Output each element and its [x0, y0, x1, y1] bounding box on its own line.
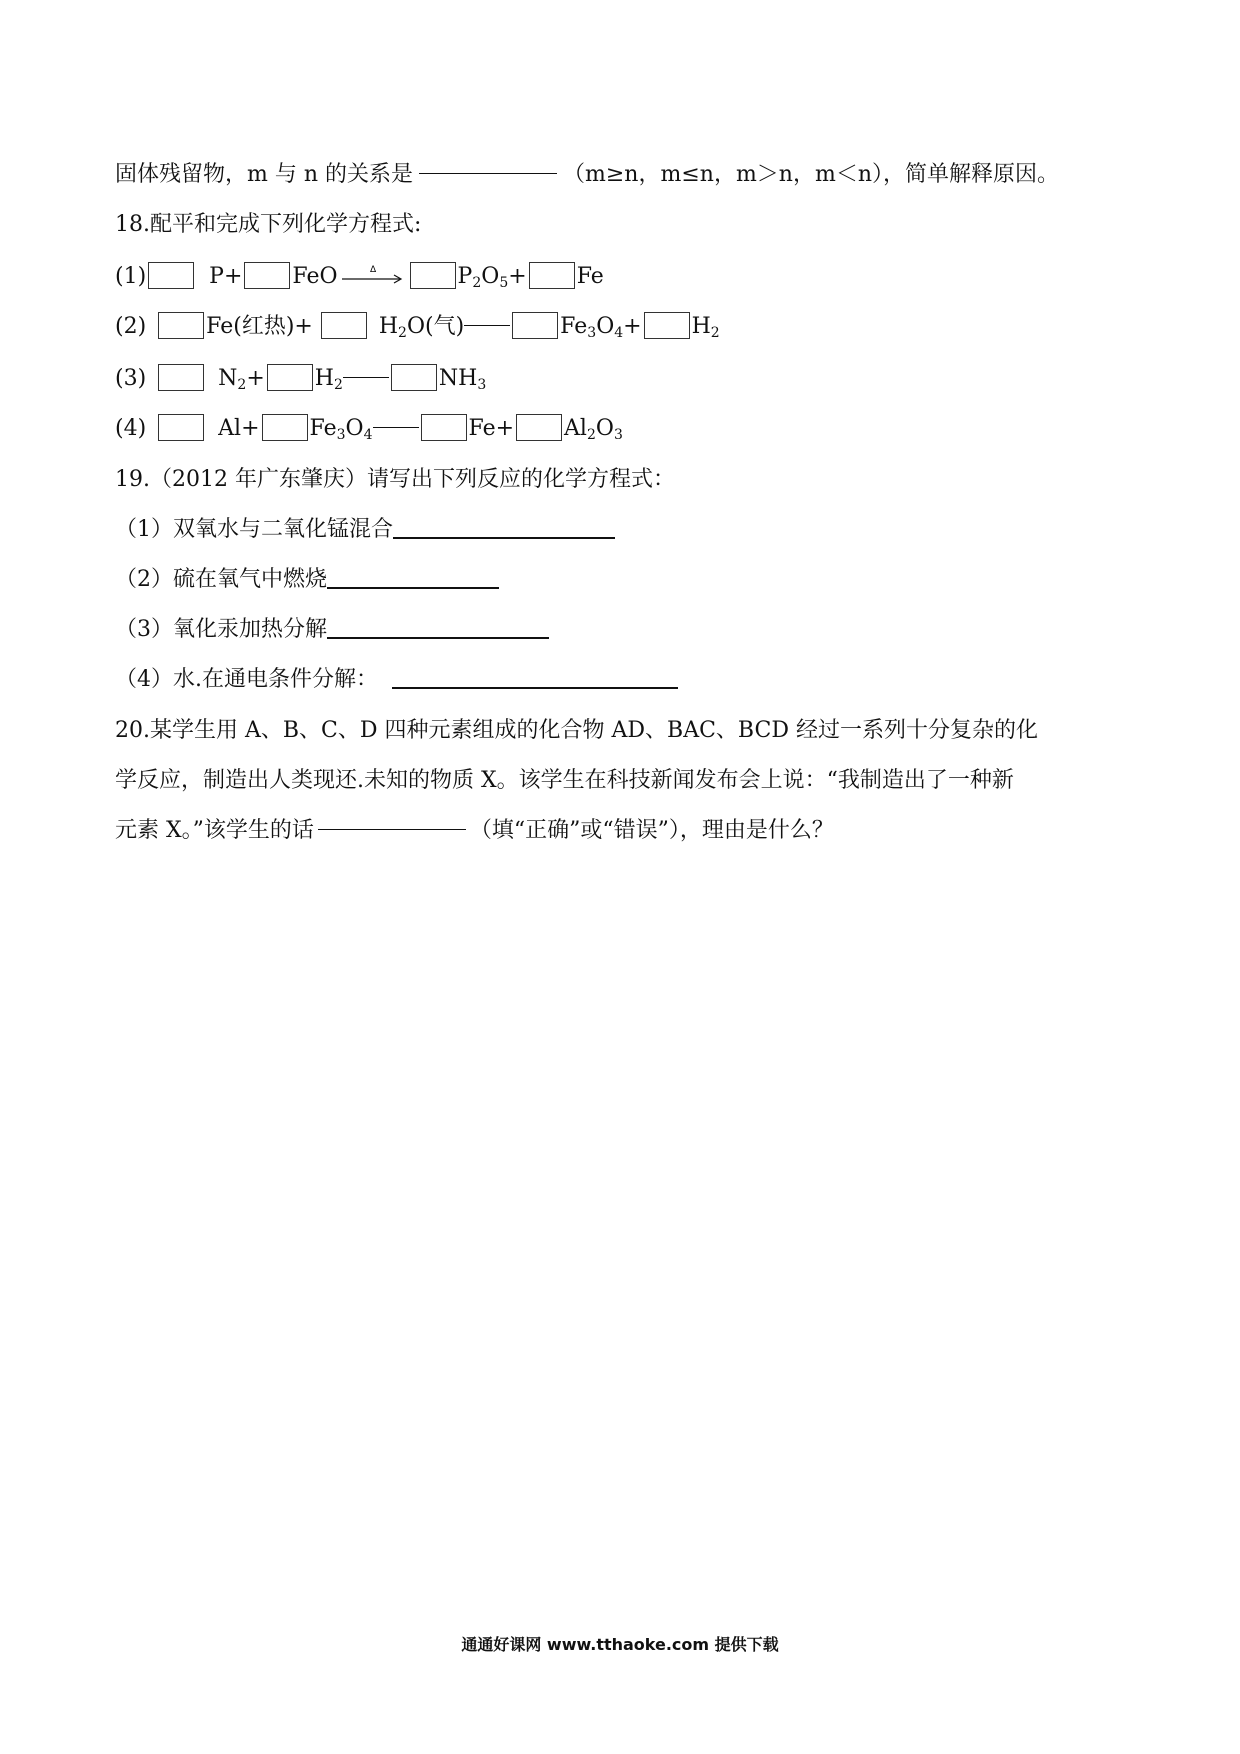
eq3-sub-2: 2 [333, 377, 343, 393]
q19-item-2-text: （2）硫在氧气中燃烧 [115, 567, 327, 592]
eq1-plus: + [508, 264, 527, 289]
q19-item-1-text: （1）双氧水与二氧化锰混合 [115, 517, 393, 542]
eq1-term-1: P+ [209, 264, 243, 289]
q18-equation-3 [115, 364, 486, 400]
eq1-sub-1: 2 [472, 275, 482, 291]
q18-equation-2 [115, 312, 720, 348]
eq2-sub-4: 2 [710, 325, 720, 341]
q20-line-2: 学反应，制造出人类现还.未知的物质 X。该学生在科技新闻发布会上说：“我制造出了一种新 [115, 768, 1014, 793]
q20-line-3b: （填“正确”或“错误”），理由是什么？ [469, 818, 834, 843]
eq3-term-1: N [218, 366, 238, 391]
eq1-term-3: P [457, 264, 473, 289]
eq2-term-2b: O(气) [406, 314, 465, 339]
eq3-dash-line [343, 377, 389, 378]
eq2-coef-box-4[interactable] [644, 312, 690, 339]
q20-line-3a: 元素 X。”该学生的话 [115, 818, 314, 843]
eq1-coef-box-2[interactable] [244, 262, 290, 289]
eq2-term-3b: O [596, 314, 615, 339]
eq1-term-2: FeO [292, 264, 338, 289]
eq2-term-2: H [378, 314, 399, 339]
eq4-term-3: Fe+ [468, 416, 515, 441]
eq1-term-4: Fe [576, 264, 604, 289]
eq1-coef-box-4[interactable] [529, 262, 575, 289]
page-footer: 通通好课网 www.tthaoke.com 提供下载 [461, 1635, 779, 1654]
eq2-sub-1: 2 [398, 325, 407, 341]
eq3-coef-box-1[interactable] [158, 364, 204, 391]
q19-answer-blank-3[interactable] [327, 637, 549, 639]
eq1-number: (1) [115, 264, 147, 289]
eq3-coef-box-2[interactable] [267, 364, 313, 391]
q19-item-3-text: （3）氧化汞加热分解 [115, 617, 327, 642]
eq4-sub-1: 3 [336, 427, 346, 443]
eq4-term-2: Fe [309, 416, 337, 441]
eq3-sub-1: 2 [237, 377, 247, 393]
eq3-term-2: H [314, 366, 334, 391]
q18-equation-1 [115, 262, 604, 298]
q18-equation-4 [115, 414, 623, 450]
eq3-coef-box-3[interactable] [391, 364, 437, 391]
q19-title: 19.（2012 年广东肇庆）请写出下列反应的化学方程式： [115, 467, 675, 492]
q19-item-2 [115, 565, 499, 595]
q19-item-3 [115, 615, 549, 645]
eq4-coef-box-2[interactable] [262, 414, 308, 441]
delta-symbol: Δ [369, 265, 376, 275]
eq4-sub-2: 4 [363, 427, 373, 443]
eq1-coef-box-3[interactable] [410, 262, 456, 289]
eq4-term-4: Al [564, 416, 587, 441]
eq2-number: (2) [115, 314, 147, 339]
eq1-term-3b: O [481, 264, 500, 289]
eq4-coef-box-1[interactable] [158, 414, 204, 441]
q20-line-1: 20.某学生用 A、B、C、D 四种元素组成的化合物 AD、BAC、BCD 经过一系列十分复杂的化 [115, 718, 1038, 743]
eq3-plus: + [246, 366, 265, 391]
q19-item-1 [115, 515, 615, 545]
eq2-dash-line [464, 325, 510, 326]
eq4-coef-box-3[interactable] [421, 414, 467, 441]
q19-answer-blank-2[interactable] [327, 587, 499, 589]
eq2-coef-box-3[interactable] [512, 312, 558, 339]
heat-arrow-icon [342, 263, 404, 287]
eq2-sub-3: 4 [614, 325, 624, 341]
q20-line-3 [115, 816, 834, 846]
eq4-term-4b: O [595, 416, 614, 441]
eq4-coef-box-4[interactable] [516, 414, 562, 441]
eq4-sub-3: 2 [586, 427, 596, 443]
q18-title: 18.配平和完成下列化学方程式: [115, 212, 422, 237]
q19-item-4 [115, 665, 678, 695]
eq4-term-2b: O [345, 416, 364, 441]
eq1-sub-2: 5 [499, 275, 509, 291]
eq2-term-3: Fe [560, 314, 588, 339]
eq2-term-4: H [691, 314, 711, 339]
q20-answer-blank[interactable] [318, 829, 466, 830]
eq4-dash-line [373, 427, 419, 428]
eq1-coef-box-1[interactable] [148, 262, 194, 289]
eq4-term-1: Al+ [218, 416, 260, 441]
q17-tail-line [115, 160, 1059, 190]
eq3-sub-3: 3 [477, 377, 487, 393]
q17-text-b: （m≥n，m≤n，m＞n，m＜n），简单解释原因。 [563, 162, 1060, 187]
q17-answer-blank[interactable] [419, 173, 557, 174]
eq4-sub-4: 3 [613, 427, 623, 443]
eq2-coef-box-1[interactable] [158, 312, 204, 339]
eq3-number: (3) [115, 366, 147, 391]
eq2-term-1: Fe(红热)+ [206, 314, 313, 339]
eq4-number: (4) [115, 416, 147, 441]
eq2-plus: + [623, 314, 642, 339]
q17-text-a: 固体残留物，m 与 n 的关系是 [115, 162, 414, 187]
q19-answer-blank-4[interactable] [392, 687, 678, 689]
q19-answer-blank-1[interactable] [393, 537, 615, 539]
eq2-sub-2: 3 [587, 325, 597, 341]
eq3-term-3: NH [438, 366, 478, 391]
eq2-coef-box-2[interactable] [321, 312, 367, 339]
q19-item-4-text: （4）水.在通电条件分解： [115, 667, 378, 692]
